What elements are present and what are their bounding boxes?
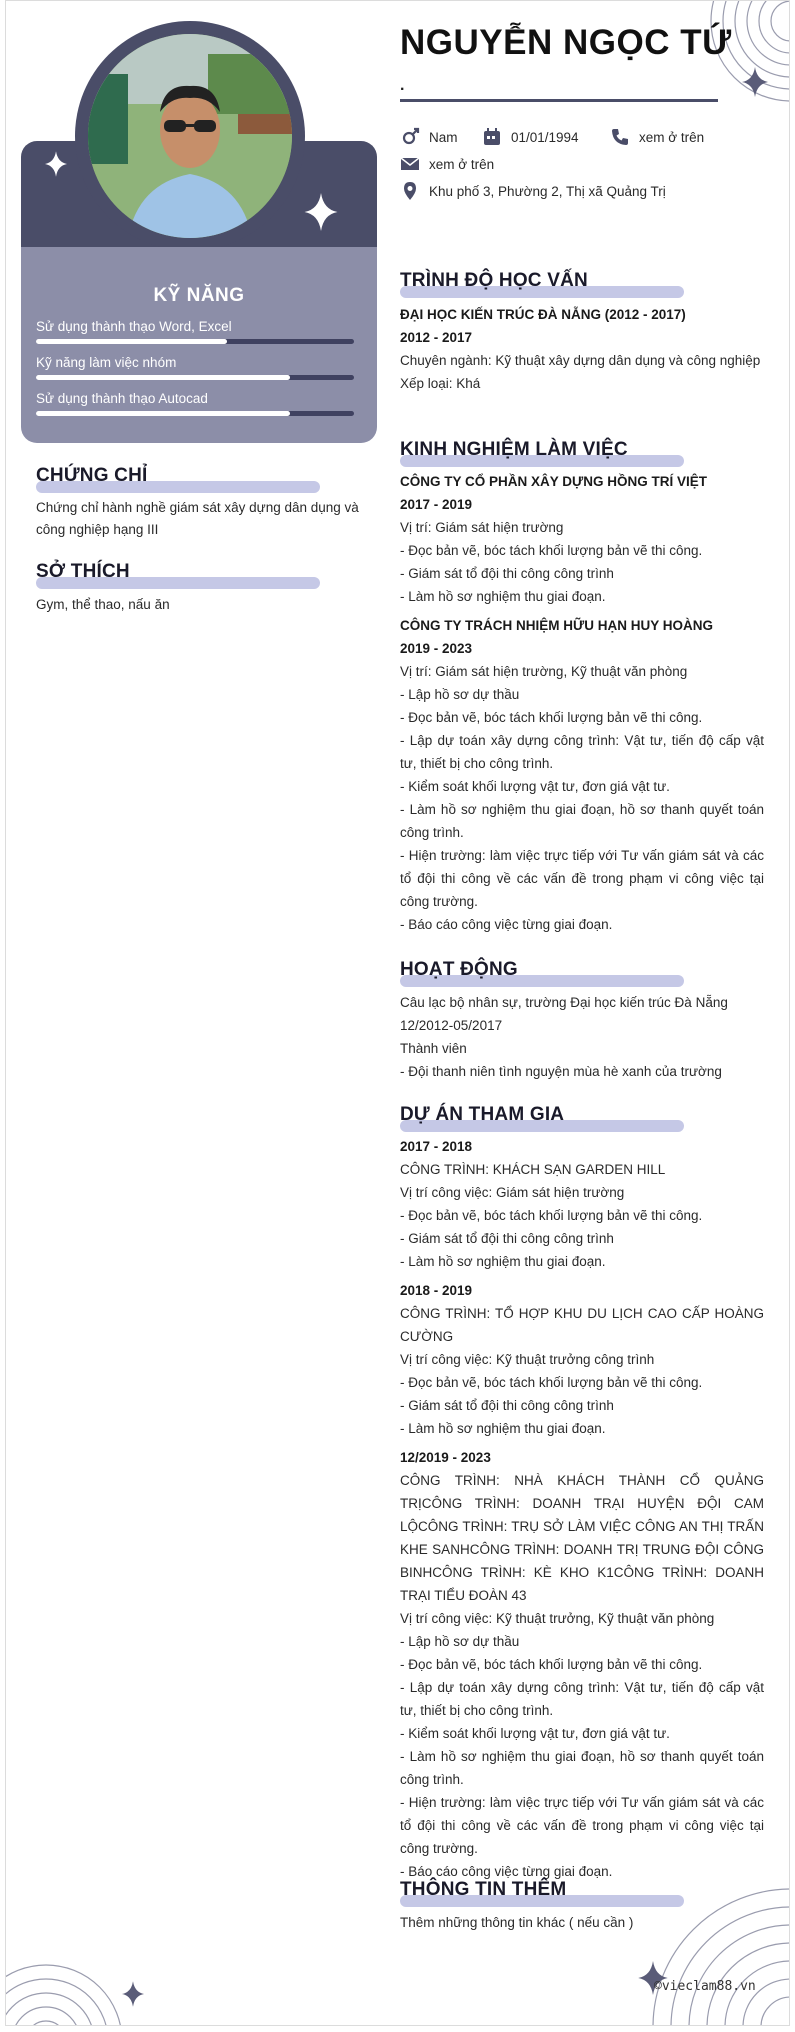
skill-item <box>36 355 354 380</box>
hobbies-text: Gym, thể thao, nấu ăn <box>36 597 170 612</box>
skill-bar-fill <box>36 375 290 380</box>
name-divider <box>400 99 718 102</box>
projects-heading <box>400 1104 564 1126</box>
job-line: - Giám sát tổ đội thi công công trình <box>400 566 614 581</box>
project-line: - Báo cáo công việc từng giai đoạn. <box>400 1864 613 1879</box>
calendar-icon <box>482 127 502 147</box>
projects-body <box>400 1135 764 1883</box>
decorative-arcs-bottom-left <box>6 1941 126 2026</box>
phone-value: xem ở trên <box>639 129 705 145</box>
education-heading <box>400 270 588 292</box>
project-line: Vị trí công việc: Kỹ thuật trưởng, Kỹ thuật văn phòng <box>400 1611 715 1626</box>
contact-gender <box>400 127 458 147</box>
skills-title: KỸ NĂNG <box>153 285 245 306</box>
job-line: - Làm hồ sơ nghiệm thu giai đoạn, hồ sơ thanh quyết toán công trình. <box>400 802 764 840</box>
name-subtitle: . <box>400 77 405 94</box>
project-line: - Đọc bản vẽ, bóc tách khối lượng bản vẽ thi công. <box>400 1657 703 1672</box>
experience-body <box>400 470 764 936</box>
activity-line: Câu lạc bộ nhân sự, trường Đại học kiến trúc Đà Nẵng <box>400 995 728 1010</box>
job-line: Vị trí: Giám sát hiện trường <box>400 520 564 535</box>
skill-item <box>36 319 354 344</box>
skill-bar <box>36 411 354 416</box>
job-years: 2017 - 2019 <box>400 497 473 512</box>
project-line: - Kiểm soát khối lượng vật tư, đơn giá vật tư. <box>400 1726 670 1741</box>
activity-line: Thành viên <box>400 1041 467 1056</box>
project-line: - Đọc bản vẽ, bóc tách khối lượng bản vẽ thi công. <box>400 1208 703 1223</box>
address-value: Khu phố 3, Phường 2, Thị xã Quảng Trị <box>429 183 666 199</box>
extra-heading <box>400 1879 566 1901</box>
skills-panel <box>21 247 377 443</box>
project-line: - Giám sát tổ đội thi công công trình <box>400 1398 614 1413</box>
section-title: CHỨNG CHỈ <box>36 465 148 486</box>
section-title: HOẠT ĐỘNG <box>400 959 518 980</box>
project-line: - Giám sát tổ đội thi công công trình <box>400 1231 614 1246</box>
avatar <box>88 34 292 238</box>
project-years: 2018 - 2019 <box>400 1283 473 1298</box>
project-line: - Làm hồ sơ nghiệm thu giai đoạn, hồ sơ thanh quyết toán công trình. <box>400 1749 764 1787</box>
project-line: CÔNG TRÌNH: KHÁCH SẠN GARDEN HILL <box>400 1162 666 1177</box>
skill-bar <box>36 375 354 380</box>
extra-text: Thêm những thông tin khác ( nếu cần ) <box>400 1915 634 1930</box>
section-title: TRÌNH ĐỘ HỌC VẤN <box>400 270 588 291</box>
project-line: Vị trí công việc: Kỹ thuật trưởng công trình <box>400 1352 655 1367</box>
contact-email <box>400 154 494 174</box>
project-line: Vị trí công việc: Giám sát hiện trường <box>400 1185 625 1200</box>
project-line: CÔNG TRÌNH: TỔ HỢP KHU DU LỊCH CAO CẤP HOÀNG CƯỜNG <box>400 1306 764 1344</box>
sparkle-icon <box>304 193 338 236</box>
activities-body <box>400 991 764 1083</box>
certificates-heading <box>36 465 336 487</box>
project-years: 12/2019 - 2023 <box>400 1450 491 1465</box>
school-name: ĐẠI HỌC KIẾN TRÚC ĐÀ NẴNG (2012 - 2017) <box>400 307 686 322</box>
cv-page <box>5 0 790 2026</box>
activity-line: 12/2012-05/2017 <box>400 1018 503 1033</box>
project-line: - Làm hồ sơ nghiệm thu giai đoạn. <box>400 1421 606 1436</box>
activities-heading <box>400 959 518 981</box>
job-line: - Hiện trường: làm việc trực tiếp với Tư vấn giám sát và các tổ đội thi công về các vấn đề trong phạm vi công việc tại công trường. <box>400 848 764 909</box>
project-line: - Làm hồ sơ nghiệm thu giai đoạn. <box>400 1254 606 1269</box>
skill-item <box>36 391 354 416</box>
gender-value: Nam <box>429 129 458 145</box>
company-name: CÔNG TY TRÁCH NHIỆM HỮU HẠN HUY HOÀNG <box>400 618 713 633</box>
hobbies-heading <box>36 561 336 583</box>
skill-bar <box>36 339 354 344</box>
job-line: Vị trí: Giám sát hiện trường, Kỹ thuật văn phòng <box>400 664 688 679</box>
project-years: 2017 - 2018 <box>400 1139 473 1154</box>
job-line: - Báo cáo công việc từng giai đoạn. <box>400 917 613 932</box>
skill-bar-fill <box>36 411 290 416</box>
experience-heading <box>400 439 628 461</box>
sparkle-icon <box>122 1981 144 2012</box>
activity-line: - Đội thanh niên tình nguyện mùa hè xanh của trường <box>400 1064 722 1079</box>
sparkle-icon <box>742 67 768 102</box>
watermark: ©vieclam88.vn <box>654 1979 756 1994</box>
skill-label: Sử dụng thành thạo Word, Excel <box>36 319 232 334</box>
dob-value: 01/01/1994 <box>511 129 579 145</box>
job-line: - Đọc bản vẽ, bóc tách khối lượng bản vẽ thi công. <box>400 710 703 725</box>
section-title: KINH NGHIỆM LÀM VIỆC <box>400 439 628 460</box>
job-line: - Lập hồ sơ dự thầu <box>400 687 520 702</box>
project-line: - Lập hồ sơ dự thầu <box>400 1634 520 1649</box>
certificates-text: Chứng chỉ hành nghề giám sát xây dựng dân dụng và công nghiệp hạng III <box>36 500 359 537</box>
education-body <box>400 303 764 395</box>
section-title: THÔNG TIN THÊM <box>400 1879 567 1900</box>
job-line: - Kiểm soát khối lượng vật tư, đơn giá vật tư. <box>400 779 670 794</box>
location-pin-icon <box>400 181 420 201</box>
contact-address <box>400 181 666 201</box>
email-icon <box>400 154 420 174</box>
job-years: 2019 - 2023 <box>400 641 473 656</box>
section-title: SỞ THÍCH <box>36 561 130 582</box>
skill-bar-fill <box>36 339 227 344</box>
contact-dob <box>482 127 579 147</box>
skill-label: Sử dụng thành thạo Autocad <box>36 391 208 406</box>
section-title: DỰ ÁN THAM GIA <box>400 1104 565 1125</box>
education-years: 2012 - 2017 <box>400 330 473 345</box>
education-grade: Xếp loại: Khá <box>400 376 481 391</box>
sparkle-icon <box>45 151 67 182</box>
candidate-name: NGUYỄN NGỌC TỨ <box>400 23 732 62</box>
phone-icon <box>610 127 630 147</box>
education-major: Chuyên ngành: Kỹ thuật xây dựng dân dụng và công nghiệp <box>400 353 761 368</box>
extra-body <box>400 1911 764 1934</box>
gender-icon <box>400 127 420 147</box>
project-line: CÔNG TRÌNH: NHÀ KHÁCH THÀNH CỔ QUẢNG TRỊCÔNG TRÌNH: DOANH TRẠI HUYỆN ĐỘI CAM LỘCÔNG TRÌNH: TRỤ SỞ LÀM VIỆC CÔNG AN THỊ TRẤN KHE SANHCÔNG TRÌNH: DOANH TRỊ TRUNG ĐỘI CÔNG BINHCÔNG TRÌNH: KÈ KHO K1CÔNG TRÌNH: DOANH TRẠI TIỂU ĐOÀN 43 <box>400 1473 764 1603</box>
job-line: - Lập dự toán xây dựng công trình: Vật tư, tiến độ cấp vật tư, thiết bị cho công trình. <box>400 733 764 771</box>
project-line: - Lập dự toán xây dựng công trình: Vật tư, tiến độ cấp vật tư, thiết bị cho công trình. <box>400 1680 764 1718</box>
job-line: - Làm hồ sơ nghiệm thu giai đoạn. <box>400 589 606 604</box>
job-line: - Đọc bản vẽ, bóc tách khối lượng bản vẽ thi công. <box>400 543 703 558</box>
company-name: CÔNG TY CỔ PHẦN XÂY DỰNG HỒNG TRÍ VIỆT <box>400 474 707 489</box>
skill-label: Kỹ năng làm việc nhóm <box>36 355 177 370</box>
project-line: - Hiện trường: làm việc trực tiếp với Tư vấn giám sát và các tổ đội thi công về các vấn đề trong phạm vi công việc tại công trường. <box>400 1795 764 1856</box>
email-value: xem ở trên <box>429 156 495 172</box>
contact-phone <box>610 127 704 147</box>
project-line: - Đọc bản vẽ, bóc tách khối lượng bản vẽ thi công. <box>400 1375 703 1390</box>
